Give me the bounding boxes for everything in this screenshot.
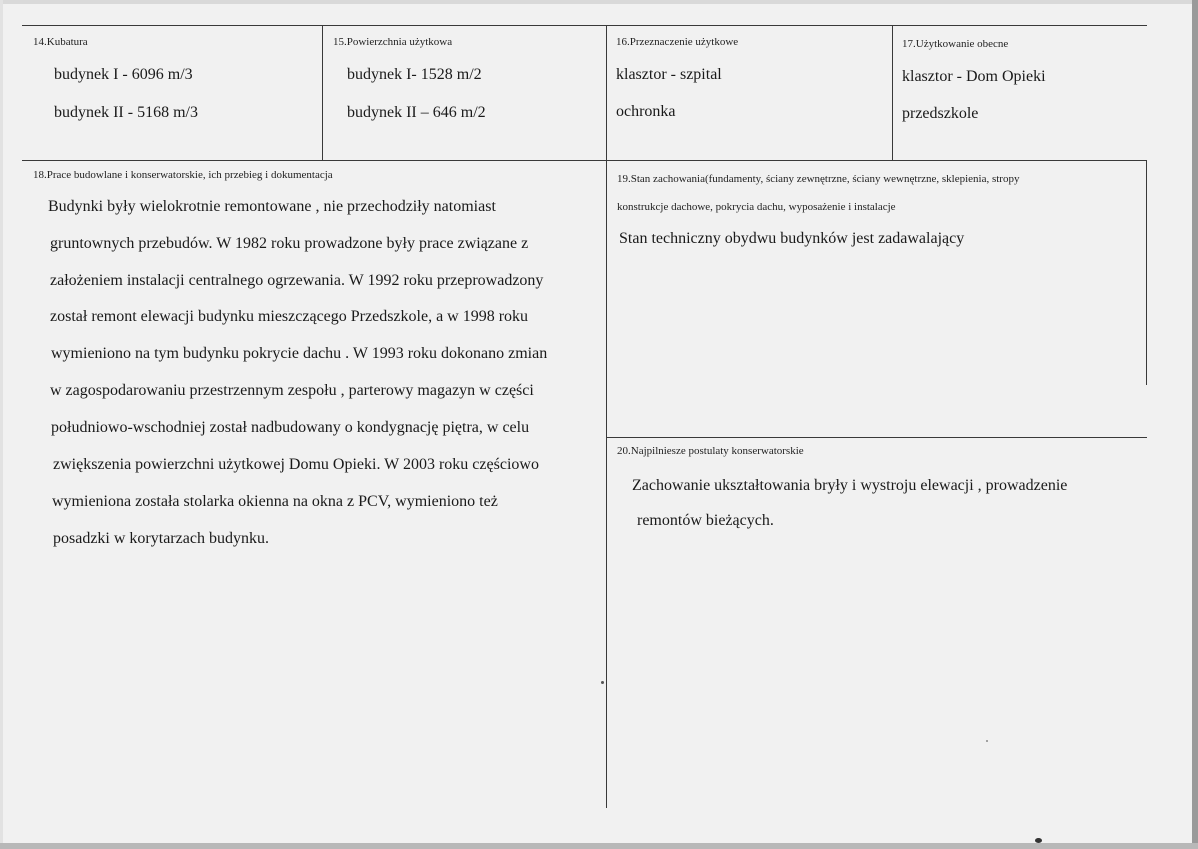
- field-18-line: w zagospodarowaniu przestrzennym zespołu , parterowy magazyn w części: [50, 382, 534, 399]
- scan-edge-left: [0, 0, 3, 849]
- field-18-line: posadzki w korytarzach budynku.: [53, 530, 269, 547]
- field-15-label: 15.Powierzchnia użytkowa: [333, 36, 453, 48]
- field-18-line: południowo-wschodniej został nadbudowany o kondygnację piętra, w celu: [51, 419, 530, 436]
- field-17-value-2: przedszkole: [902, 105, 979, 122]
- field-20-value-1: Zachowanie ukształtowania bryły i wystroju elewacji , prowadzenie: [632, 477, 1068, 494]
- field-18-text: [48, 197, 598, 557]
- field-14-label: 14.Kubatura: [33, 36, 88, 48]
- field-16-value-1: klasztor - szpital: [616, 66, 722, 83]
- field-16-value-2: ochronka: [616, 103, 676, 120]
- field-19-value: Stan techniczny obydwu budynków jest zadawalający: [619, 230, 965, 247]
- field-19-label-1: 19.Stan zachowania(fundamenty, ściany zewnętrzne, ściany wewnętrzne, sklepienia, stropy: [617, 173, 1020, 185]
- scan-speck: [601, 681, 604, 684]
- field-18-line: założeniem instalacji centralnego ogrzewania. W 1992 roku przeprowadzony: [50, 272, 544, 289]
- field-17-label: 17.Użytkowanie obecne: [902, 38, 1009, 50]
- scan-speck: [986, 740, 988, 742]
- field-18-line: Budynki były wielokrotnie remontowane , nie przechodziły natomiast: [48, 198, 496, 215]
- field-18-line: został remont elewacji budynku mieszczącego Przedszkole, a w 1998 roku: [50, 308, 529, 325]
- field-19-label-2: konstrukcje dachowe, pokrycia dachu, wyposażenie i instalacje: [617, 201, 896, 213]
- field-20-value-2: remontów bieżących.: [637, 512, 774, 529]
- field-15-value-1: budynek I- 1528 m/2: [347, 66, 482, 83]
- field-14-value-1: budynek I - 6096 m/3: [54, 66, 193, 83]
- divider-16: [606, 25, 607, 808]
- top-border-line: [22, 25, 1147, 26]
- scan-speck: [1035, 838, 1042, 843]
- field-14-value-2: budynek II - 5168 m/3: [54, 104, 198, 121]
- divider-15: [322, 25, 323, 160]
- field-18-line: gruntownych przebudów. W 1982 roku prowadzone były prace związane z: [50, 235, 529, 252]
- scan-edge-bottom: [0, 843, 1198, 849]
- divider-17: [892, 25, 893, 160]
- field-17-value-1: klasztor - Dom Opieki: [902, 68, 1046, 85]
- field-18-line: wymieniono na tym budynku pokrycie dachu . W 1993 roku dokonano zmian: [51, 345, 548, 362]
- field19-20-divider: [606, 437, 1147, 438]
- field-18-line: wymieniona została stolarka okienna na okna z PCV, wymieniono też: [52, 493, 498, 510]
- field-15-value-2: budynek II – 646 m/2: [347, 104, 486, 121]
- field-18-label: 18.Prace budowlane i konserwatorskie, ich przebieg i dokumentacja: [33, 169, 333, 181]
- scan-edge-right: [1192, 0, 1198, 849]
- field-16-label: 16.Przeznaczenie użytkowe: [616, 36, 739, 48]
- field-20-label: 20.Najpilniesze postulaty konserwatorskie: [617, 445, 804, 457]
- row-divider-line: [22, 160, 1147, 161]
- right-border-upper: [1146, 160, 1147, 385]
- field-18-line: zwiększenia powierzchni użytkowej Domu Opieki. W 2003 roku częściowo: [53, 456, 539, 473]
- scan-edge-top: [0, 0, 1198, 4]
